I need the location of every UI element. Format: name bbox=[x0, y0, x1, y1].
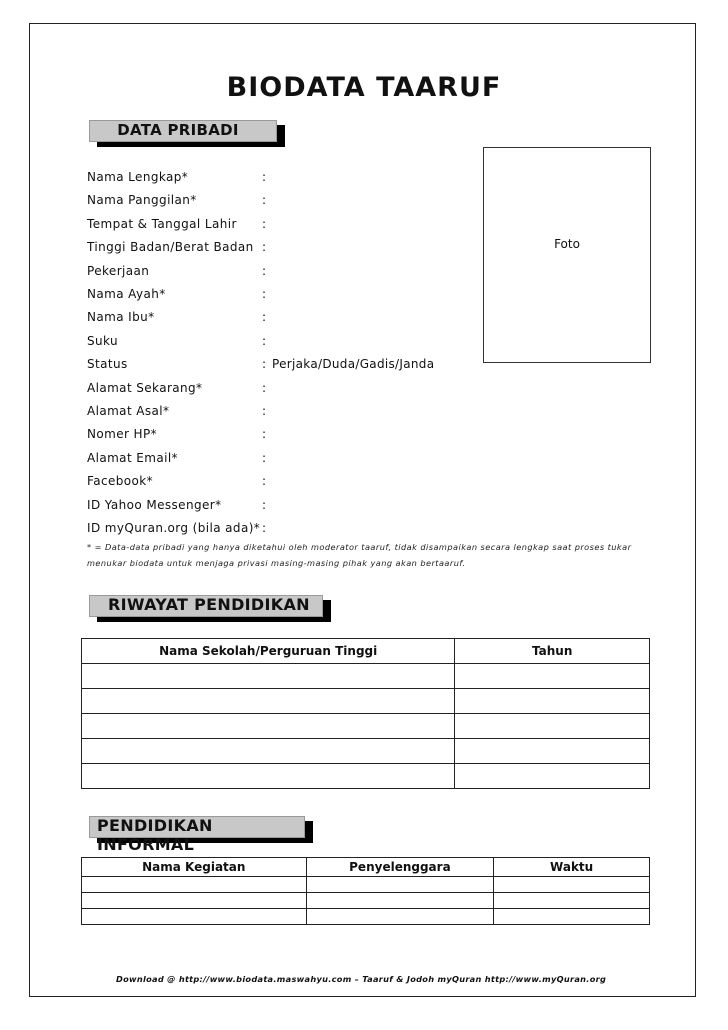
field-label: ID Yahoo Messenger* bbox=[87, 497, 222, 512]
field-colon: : bbox=[262, 193, 267, 208]
privacy-note-line-1: * = Data-data pribadi yang hanya diketahui oleh moderator taaruf, tidak disampaikan secara lengkap saat proses tukar bbox=[87, 542, 632, 552]
field-label: ID myQuran.org (bila ada)* bbox=[87, 521, 261, 535]
year-cell[interactable] bbox=[455, 664, 650, 689]
field-colon: : bbox=[262, 404, 267, 418]
field-colon: : bbox=[262, 380, 267, 395]
column-header-time: Waktu bbox=[494, 858, 650, 877]
time-cell[interactable] bbox=[494, 877, 650, 893]
field-label: Suku bbox=[87, 333, 119, 348]
organizer-cell[interactable] bbox=[306, 877, 494, 893]
organizer-cell[interactable] bbox=[306, 893, 494, 909]
field-colon: : bbox=[262, 333, 267, 348]
field-label: Nama Panggilan* bbox=[87, 193, 197, 208]
section-heading-informal-label: PENDIDIKAN INFORMAL bbox=[97, 816, 213, 854]
section-heading-education-label: RIWAYAT PENDIDIKAN bbox=[108, 595, 310, 614]
field-colon: : bbox=[262, 497, 267, 512]
field-value[interactable]: Perjaka/Duda/Gadis/Janda bbox=[272, 357, 435, 372]
table-row bbox=[82, 909, 650, 925]
informal-table bbox=[81, 857, 650, 925]
field-colon: : bbox=[262, 287, 267, 301]
section-heading-education bbox=[89, 595, 323, 617]
field-colon: : bbox=[262, 216, 267, 231]
activity-cell[interactable] bbox=[82, 893, 307, 909]
school-cell[interactable] bbox=[82, 714, 455, 739]
field-label: Tinggi Badan/Berat Badan bbox=[87, 240, 254, 255]
table-row bbox=[82, 689, 650, 714]
privacy-note-line-2: menukar biodata untuk menjaga privasi masing-masing pihak yang akan bertaaruf. bbox=[87, 558, 466, 568]
organizer-cell[interactable] bbox=[306, 909, 494, 925]
field-label: Alamat Asal* bbox=[87, 404, 170, 418]
activity-cell[interactable] bbox=[82, 877, 307, 893]
section-heading-informal bbox=[89, 816, 305, 854]
field-colon: : bbox=[262, 357, 267, 372]
section-heading-personal-label: DATA PRIBADI bbox=[117, 121, 239, 139]
photo-box[interactable] bbox=[483, 147, 651, 363]
field-label: Status bbox=[87, 357, 128, 372]
time-cell[interactable] bbox=[494, 893, 650, 909]
field-label: Tempat & Tanggal Lahir bbox=[87, 216, 237, 231]
column-header-activity: Nama Kegiatan bbox=[82, 858, 307, 877]
table-row bbox=[82, 893, 650, 909]
year-cell[interactable] bbox=[455, 714, 650, 739]
year-cell[interactable] bbox=[455, 764, 650, 789]
document-title: BIODATA TAARUF bbox=[226, 72, 502, 103]
table-row bbox=[82, 714, 650, 739]
activity-cell[interactable] bbox=[82, 909, 307, 925]
field-colon: : bbox=[262, 310, 267, 325]
table-row bbox=[82, 877, 650, 893]
field-colon: : bbox=[262, 170, 267, 184]
education-table bbox=[81, 638, 650, 789]
time-cell[interactable] bbox=[494, 909, 650, 925]
column-header-school: Nama Sekolah/Perguruan Tinggi bbox=[82, 639, 455, 664]
school-cell[interactable] bbox=[82, 764, 455, 789]
field-colon: : bbox=[262, 263, 267, 278]
field-label: Nama Ayah* bbox=[87, 287, 166, 301]
section-heading-personal bbox=[89, 120, 277, 142]
column-header-organizer: Penyelenggara bbox=[306, 858, 494, 877]
field-label: Alamat Email* bbox=[87, 450, 178, 465]
table-row bbox=[82, 739, 650, 764]
photo-label: Foto bbox=[554, 237, 580, 251]
field-colon: : bbox=[262, 240, 267, 255]
field-colon: : bbox=[262, 427, 267, 442]
field-colon: : bbox=[262, 474, 267, 489]
field-label: Alamat Sekarang* bbox=[87, 380, 203, 395]
table-row bbox=[82, 664, 650, 689]
footer-credit: Download @ http://www.biodata.maswahyu.com – Taaruf & Jodoh myQuran http://www.myQuran.org bbox=[116, 974, 607, 984]
school-cell[interactable] bbox=[82, 689, 455, 714]
year-cell[interactable] bbox=[455, 689, 650, 714]
field-label: Nama Lengkap* bbox=[87, 170, 189, 184]
year-cell[interactable] bbox=[455, 739, 650, 764]
field-label: Nama Ibu* bbox=[87, 310, 155, 325]
field-colon: : bbox=[262, 521, 267, 535]
field-label: Pekerjaan bbox=[87, 263, 150, 278]
table-row bbox=[82, 764, 650, 789]
field-colon: : bbox=[262, 450, 267, 465]
school-cell[interactable] bbox=[82, 739, 455, 764]
school-cell[interactable] bbox=[82, 664, 455, 689]
field-label: Facebook* bbox=[87, 474, 153, 489]
field-label: Nomer HP* bbox=[87, 427, 157, 442]
column-header-year: Tahun bbox=[455, 639, 650, 664]
